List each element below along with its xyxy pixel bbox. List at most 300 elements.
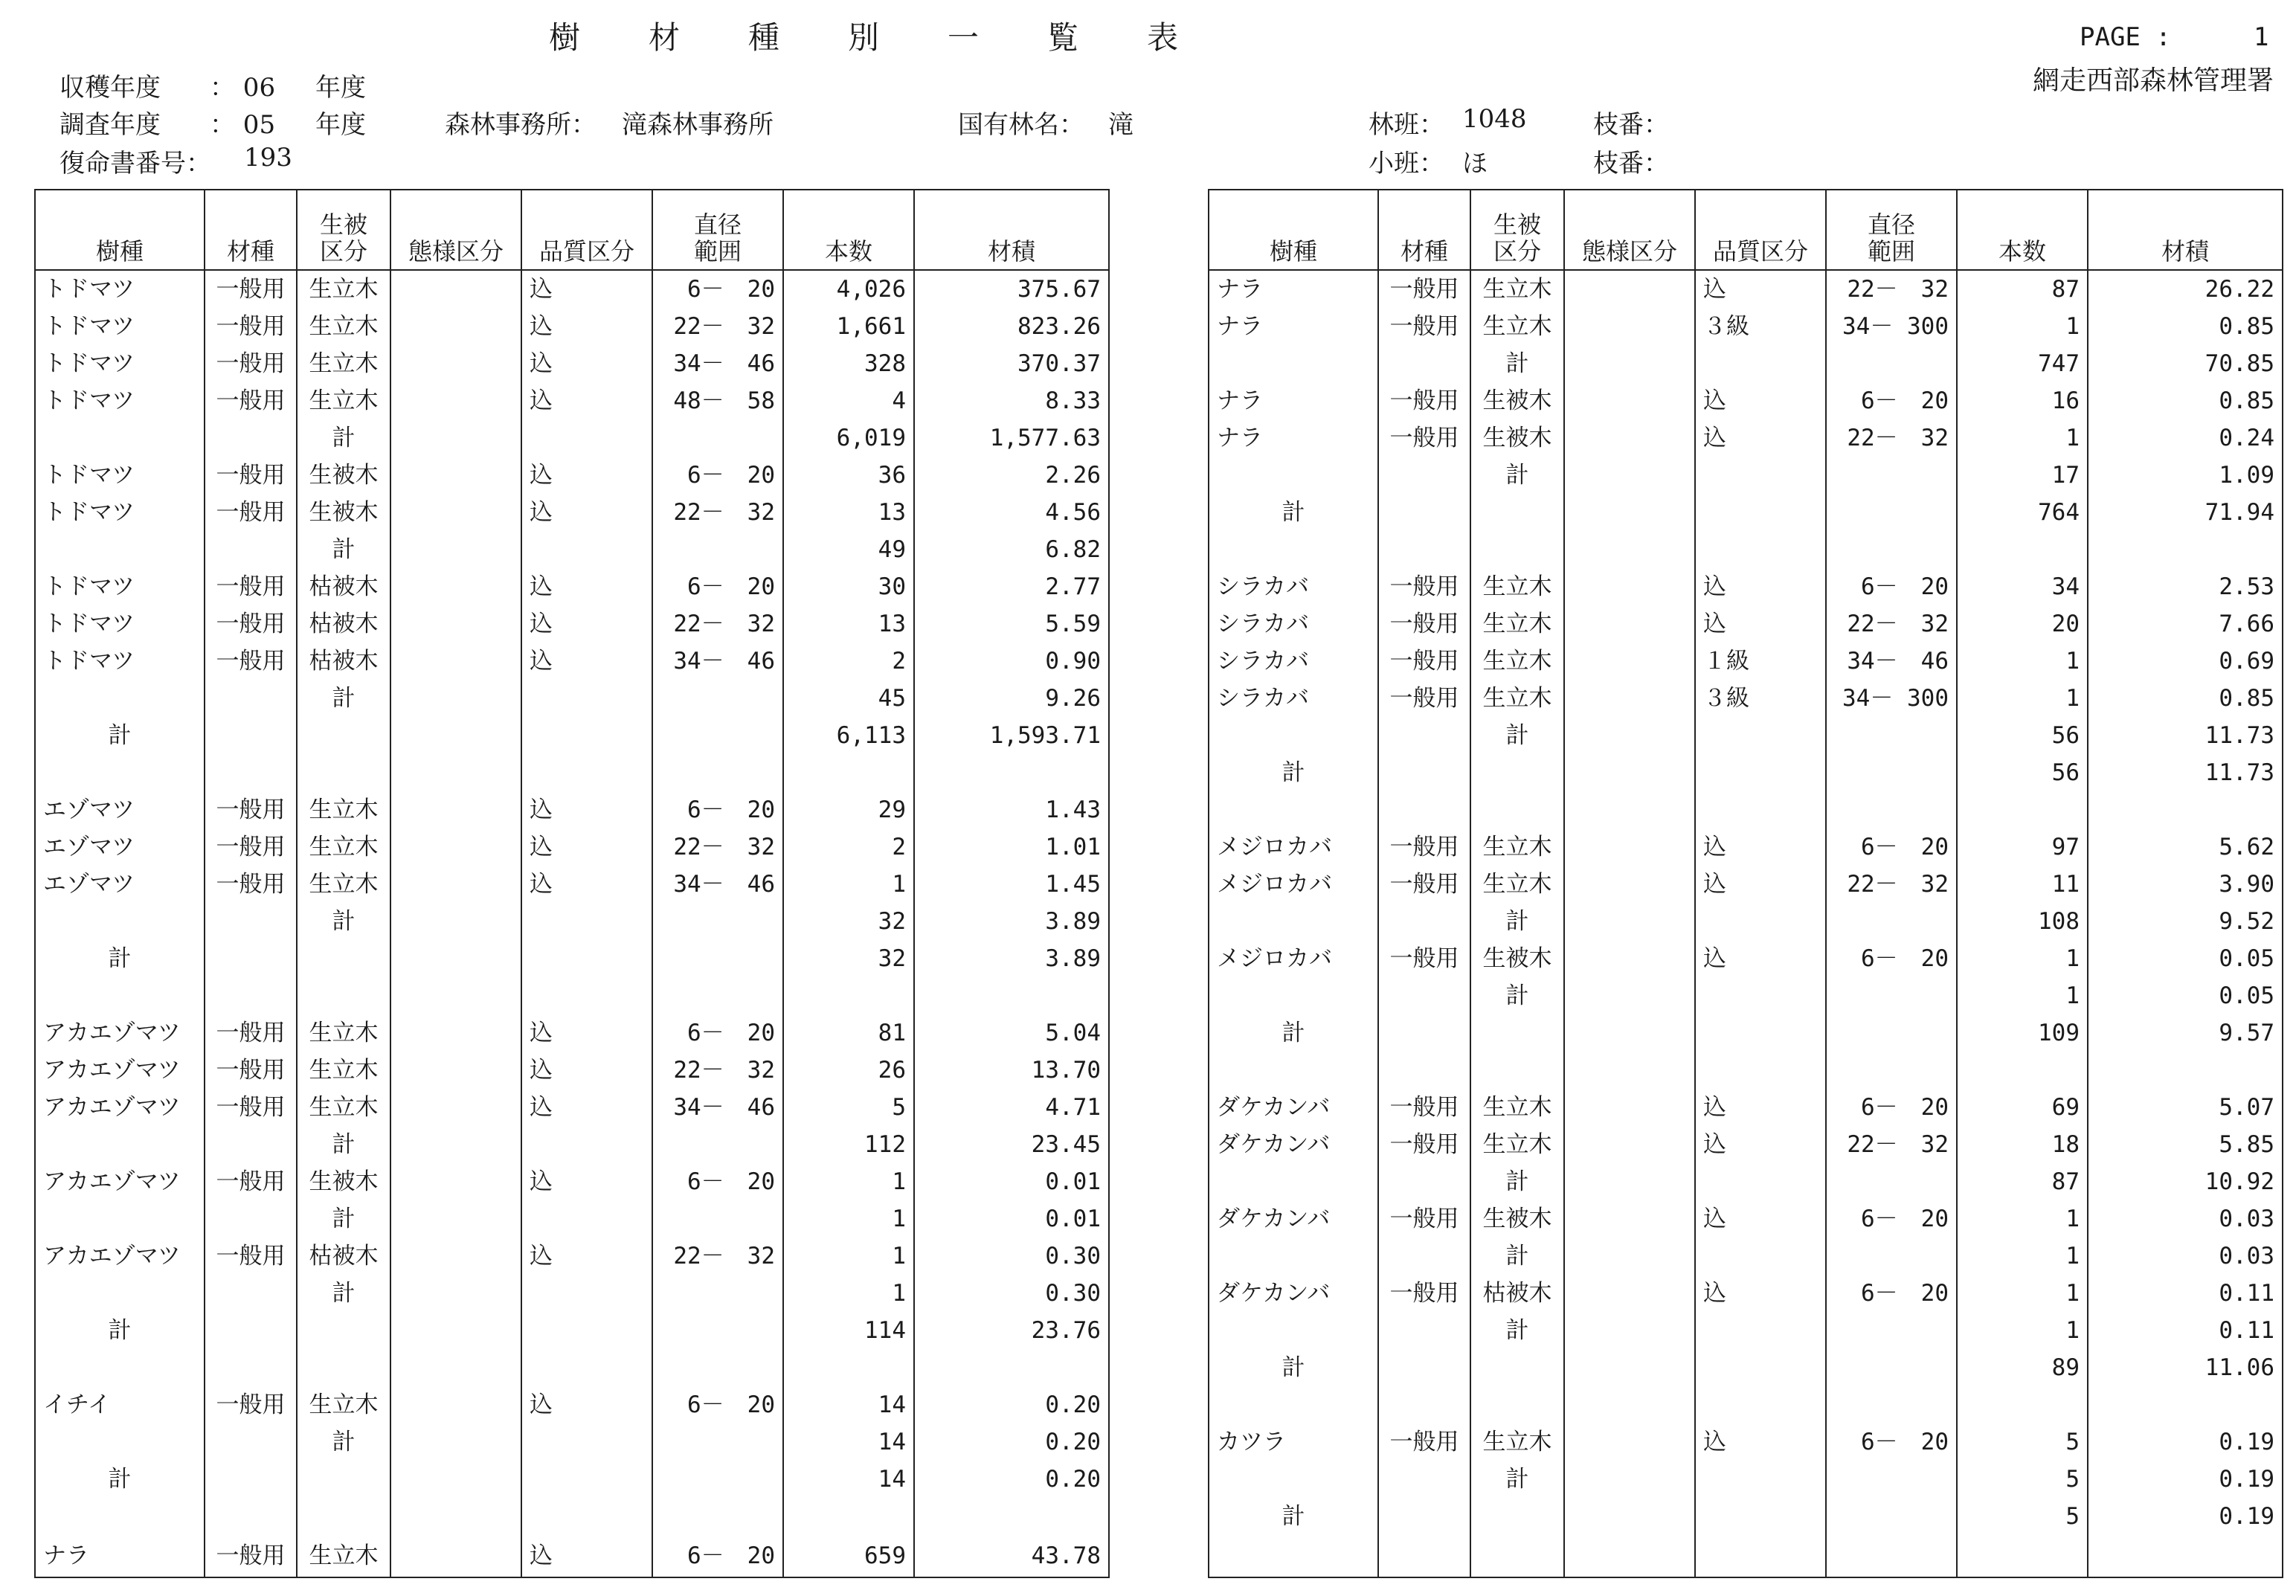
- cell-material: [205, 977, 297, 1014]
- cell-count: 4: [783, 382, 914, 419]
- cell-volume: 0.19: [2088, 1498, 2283, 1535]
- cell-form: [1564, 1312, 1695, 1349]
- cell-quality: [1695, 1461, 1826, 1498]
- cell-form: [390, 977, 521, 1014]
- table-row: [1209, 1275, 2283, 1312]
- cell-cover: 生立木: [1470, 1089, 1564, 1126]
- table-row: [1209, 1461, 2283, 1498]
- table-row: [1209, 1535, 2283, 1577]
- cell-quality: 込: [521, 345, 652, 382]
- cell-volume: [914, 1498, 1109, 1535]
- cell-form: [1564, 270, 1695, 308]
- cell-cover: 生立木: [297, 791, 390, 828]
- cell-volume: 11.73: [2088, 754, 2283, 791]
- cell-cover: 生立木: [297, 1089, 390, 1126]
- cell-volume: 0.19: [2088, 1461, 2283, 1498]
- cell-form: [390, 457, 521, 494]
- header-row: [1209, 190, 2283, 270]
- cell-volume: 823.26: [914, 308, 1109, 345]
- table-row: [1209, 531, 2283, 568]
- cell-form: [390, 382, 521, 419]
- cell-diameter: [652, 1312, 783, 1349]
- shohan-label: 小班：: [1369, 149, 1444, 178]
- cell-species: カツラ: [1209, 1423, 1378, 1461]
- cell-count: 1: [1957, 1312, 2088, 1349]
- cell-cover: 枯被木: [297, 605, 390, 643]
- cell-volume: 23.45: [914, 1126, 1109, 1163]
- cell-count: 1,661: [783, 308, 914, 345]
- cell-quality: 込: [1695, 1275, 1826, 1312]
- cell-form: [1564, 382, 1695, 419]
- cell-diameter: [652, 419, 783, 457]
- cell-diameter: 22－ 32: [652, 1052, 783, 1089]
- cell-cover: [1470, 754, 1564, 791]
- cell-diameter: 22－ 32: [1826, 866, 1957, 903]
- cell-material: [205, 1349, 297, 1386]
- cell-diameter: 22－ 32: [1826, 270, 1957, 308]
- cell-count: 112: [783, 1126, 914, 1163]
- table-row: [1209, 791, 2283, 828]
- cell-diameter: [1826, 754, 1957, 791]
- cell-material: 一般用: [1378, 568, 1470, 605]
- cell-quality: ３級: [1695, 680, 1826, 717]
- table-row: [35, 457, 1109, 494]
- cell-volume: 4.71: [914, 1089, 1109, 1126]
- cell-quality: [1695, 754, 1826, 791]
- cell-quality: 込: [521, 308, 652, 345]
- cell-material: 一般用: [1378, 680, 1470, 717]
- cell-cover: [1470, 1349, 1564, 1386]
- cell-cover: 計: [1470, 1238, 1564, 1275]
- cell-diameter: [1826, 457, 1957, 494]
- cell-species: トドマツ: [35, 345, 205, 382]
- cell-material: [1378, 457, 1470, 494]
- cell-cover: 生立木: [297, 270, 390, 308]
- cell-diameter: 6－ 20: [652, 791, 783, 828]
- cell-cover: 枯被木: [1470, 1275, 1564, 1312]
- cell-species: [35, 754, 205, 791]
- cell-form: [390, 308, 521, 345]
- cell-cover: 生被木: [1470, 382, 1564, 419]
- cell-form: [1564, 1498, 1695, 1535]
- cell-count: 14: [783, 1386, 914, 1423]
- cell-count: [783, 1349, 914, 1386]
- table-row: [1209, 680, 2283, 717]
- cell-material: [205, 1200, 297, 1238]
- cell-form: [390, 1275, 521, 1312]
- cell-material: 一般用: [205, 308, 297, 345]
- cell-form: [390, 643, 521, 680]
- col-diameter: [652, 190, 783, 270]
- table-row: [35, 1163, 1109, 1200]
- cell-form: [390, 791, 521, 828]
- col-form: 態様区分: [390, 190, 521, 270]
- cell-quality: [1695, 531, 1826, 568]
- cell-volume: 13.70: [914, 1052, 1109, 1089]
- cell-quality: [521, 1349, 652, 1386]
- cell-diameter: 6－ 20: [1826, 828, 1957, 866]
- cell-species: [1209, 1386, 1378, 1423]
- cell-cover: [297, 717, 390, 754]
- cell-count: 1: [783, 1163, 914, 1200]
- cell-diameter: 6－ 20: [652, 457, 783, 494]
- cell-form: [390, 1052, 521, 1089]
- cell-diameter: [652, 977, 783, 1014]
- cell-cover: 生被木: [1470, 419, 1564, 457]
- cell-quality: [521, 531, 652, 568]
- cell-material: 一般用: [1378, 1275, 1470, 1312]
- cell-species: ナラ: [1209, 270, 1378, 308]
- cell-species: ダケカンバ: [1209, 1089, 1378, 1126]
- cell-form: [390, 1312, 521, 1349]
- cell-cover: 生立木: [1470, 270, 1564, 308]
- cell-quality: 込: [1695, 568, 1826, 605]
- cell-form: [390, 270, 521, 308]
- cell-volume: [914, 754, 1109, 791]
- cell-volume: 1,593.71: [914, 717, 1109, 754]
- cell-material: [1378, 1386, 1470, 1423]
- cell-species: アカエゾマツ: [35, 1052, 205, 1089]
- cell-material: [205, 940, 297, 977]
- cell-count: [1957, 531, 2088, 568]
- survey-year-unit: 年度: [315, 110, 366, 140]
- cell-quality: 込: [521, 382, 652, 419]
- cell-quality: [1695, 1238, 1826, 1275]
- cell-cover: [297, 977, 390, 1014]
- cell-form: [390, 1163, 521, 1200]
- cell-volume: 9.26: [914, 680, 1109, 717]
- cell-quality: [1695, 903, 1826, 940]
- cell-quality: [1695, 494, 1826, 531]
- table-row: [1209, 457, 2283, 494]
- cell-quality: [521, 1498, 652, 1535]
- cell-material: [205, 680, 297, 717]
- cell-cover: 生立木: [1470, 1423, 1564, 1461]
- cell-material: 一般用: [205, 866, 297, 903]
- cell-volume: 26.22: [2088, 270, 2283, 308]
- col-diameter-top: 直径: [1867, 210, 1915, 239]
- cell-diameter: 34－ 46: [1826, 643, 1957, 680]
- table-row: [35, 1312, 1109, 1349]
- cell-form: [390, 1498, 521, 1535]
- cell-material: [1378, 1014, 1470, 1052]
- cell-form: [390, 1200, 521, 1238]
- cell-diameter: 6－ 20: [652, 1535, 783, 1577]
- cell-species: トドマツ: [35, 605, 205, 643]
- cell-diameter: 34－ 46: [652, 345, 783, 382]
- cell-count: 4,026: [783, 270, 914, 308]
- cell-volume: 43.78: [914, 1535, 1109, 1577]
- col-count: 本数: [1957, 190, 2088, 270]
- cell-count: 20: [1957, 605, 2088, 643]
- cell-cover: 計: [1470, 1312, 1564, 1349]
- cell-diameter: 22－ 32: [652, 494, 783, 531]
- cell-species: [35, 1126, 205, 1163]
- cell-count: 30: [783, 568, 914, 605]
- cell-quality: 込: [521, 643, 652, 680]
- cell-diameter: 6－ 20: [1826, 1200, 1957, 1238]
- cell-volume: 0.90: [914, 643, 1109, 680]
- cell-cover: 生立木: [1470, 1126, 1564, 1163]
- cell-volume: [2088, 1535, 2283, 1577]
- cell-count: [1957, 1386, 2088, 1423]
- cell-material: [205, 1498, 297, 1535]
- cell-volume: 0.24: [2088, 419, 2283, 457]
- table-row: [35, 940, 1109, 977]
- cell-quality: 込: [521, 568, 652, 605]
- table-row: [35, 1461, 1109, 1498]
- cell-species: [35, 903, 205, 940]
- cell-material: 一般用: [1378, 643, 1470, 680]
- cell-cover: [1470, 1052, 1564, 1089]
- cell-volume: 0.11: [2088, 1312, 2283, 1349]
- cell-cover: 生被木: [1470, 940, 1564, 977]
- report-title: [549, 13, 1247, 58]
- cell-form: [1564, 791, 1695, 828]
- cell-quality: [1695, 1014, 1826, 1052]
- col-form: 態様区分: [1564, 190, 1695, 270]
- cell-volume: 0.85: [2088, 680, 2283, 717]
- cell-form: [390, 419, 521, 457]
- cell-species: 計: [35, 717, 205, 754]
- cell-form: [390, 903, 521, 940]
- cell-diameter: [1826, 1349, 1957, 1386]
- cell-volume: 9.57: [2088, 1014, 2283, 1052]
- cell-cover: [297, 1312, 390, 1349]
- cell-diameter: [1826, 1238, 1957, 1275]
- cell-species: トドマツ: [35, 308, 205, 345]
- cell-quality: 込: [521, 1052, 652, 1089]
- cell-quality: [1695, 1163, 1826, 1200]
- cell-material: 一般用: [1378, 1200, 1470, 1238]
- cell-volume: 0.05: [2088, 977, 2283, 1014]
- cell-count: 89: [1957, 1349, 2088, 1386]
- page-label: PAGE :: [2080, 22, 2171, 52]
- cell-count: 764: [1957, 494, 2088, 531]
- cell-species: [35, 680, 205, 717]
- cell-material: 一般用: [205, 828, 297, 866]
- cell-species: [35, 1498, 205, 1535]
- cell-count: 2: [783, 828, 914, 866]
- cell-cover: [1470, 1498, 1564, 1535]
- cell-cover: 生立木: [1470, 643, 1564, 680]
- cell-count: 45: [783, 680, 914, 717]
- cell-species: シラカバ: [1209, 605, 1378, 643]
- cell-count: 1: [783, 1275, 914, 1312]
- cell-species: [35, 1423, 205, 1461]
- cell-cover: 生被木: [297, 494, 390, 531]
- cell-form: [1564, 1535, 1695, 1577]
- table-row: [35, 605, 1109, 643]
- cell-count: 14: [783, 1461, 914, 1498]
- cell-cover: 枯被木: [297, 643, 390, 680]
- cell-volume: 71.94: [2088, 494, 2283, 531]
- cell-count: 6,113: [783, 717, 914, 754]
- cell-diameter: [1826, 1461, 1957, 1498]
- cell-form: [390, 345, 521, 382]
- cell-diameter: [652, 903, 783, 940]
- cell-diameter: 6－ 20: [1826, 1275, 1957, 1312]
- cell-volume: 0.20: [914, 1386, 1109, 1423]
- table-row: [1209, 308, 2283, 345]
- cell-material: 一般用: [205, 1014, 297, 1052]
- cell-volume: 370.37: [914, 345, 1109, 382]
- table-row: [1209, 1163, 2283, 1200]
- cell-cover: [297, 1461, 390, 1498]
- cell-count: 747: [1957, 345, 2088, 382]
- table-row: [1209, 866, 2283, 903]
- table-row: [1209, 1014, 2283, 1052]
- cell-cover: [1470, 531, 1564, 568]
- cell-form: [1564, 419, 1695, 457]
- cell-diameter: [652, 1349, 783, 1386]
- cell-cover: 計: [1470, 977, 1564, 1014]
- cell-count: 5: [1957, 1461, 2088, 1498]
- cell-volume: 0.01: [914, 1163, 1109, 1200]
- cell-volume: 5.85: [2088, 1126, 2283, 1163]
- table-row: [35, 1535, 1109, 1577]
- cell-form: [1564, 1349, 1695, 1386]
- cell-species: [35, 977, 205, 1014]
- cell-count: 69: [1957, 1089, 2088, 1126]
- cell-volume: 7.66: [2088, 605, 2283, 643]
- cell-cover: 計: [297, 1275, 390, 1312]
- cell-volume: 0.85: [2088, 382, 2283, 419]
- cell-species: アカエゾマツ: [35, 1163, 205, 1200]
- cell-form: [1564, 308, 1695, 345]
- cell-quality: [521, 754, 652, 791]
- cell-quality: 込: [521, 605, 652, 643]
- cell-volume: 2.77: [914, 568, 1109, 605]
- cell-diameter: [1826, 977, 1957, 1014]
- cell-quality: [1695, 977, 1826, 1014]
- cell-cover: 計: [297, 1423, 390, 1461]
- cell-material: [1378, 717, 1470, 754]
- table-row: [1209, 940, 2283, 977]
- cell-form: [390, 1238, 521, 1275]
- cell-material: 一般用: [205, 457, 297, 494]
- cell-volume: 11.06: [2088, 1349, 2283, 1386]
- cell-diameter: [1826, 345, 1957, 382]
- cell-volume: 1,577.63: [914, 419, 1109, 457]
- cell-species: アカエゾマツ: [35, 1089, 205, 1126]
- cell-count: 13: [783, 494, 914, 531]
- cell-quality: [1695, 717, 1826, 754]
- table-row: [35, 866, 1109, 903]
- cell-count: 1: [1957, 419, 2088, 457]
- shohan-value: ほ: [1462, 149, 1488, 178]
- cell-diameter: [652, 1423, 783, 1461]
- cell-form: [390, 1349, 521, 1386]
- table-row: [35, 1238, 1109, 1275]
- cell-volume: 23.76: [914, 1312, 1109, 1349]
- cell-count: 18: [1957, 1126, 2088, 1163]
- cell-volume: 8.33: [914, 382, 1109, 419]
- cell-volume: [914, 1349, 1109, 1386]
- cell-species: [1209, 977, 1378, 1014]
- cell-diameter: 6－ 20: [652, 270, 783, 308]
- cell-cover: [1470, 1014, 1564, 1052]
- cell-volume: 0.20: [914, 1423, 1109, 1461]
- cell-diameter: 22－ 32: [652, 605, 783, 643]
- cell-quality: [521, 1461, 652, 1498]
- cell-quality: 込: [521, 866, 652, 903]
- col-volume: 材積: [2088, 190, 2283, 270]
- harvest-year-value: ： 06: [210, 73, 276, 103]
- cell-form: [1564, 568, 1695, 605]
- cell-count: [1957, 791, 2088, 828]
- cell-quality: [1695, 1349, 1826, 1386]
- cell-diameter: [652, 940, 783, 977]
- col-volume: 材積: [914, 190, 1109, 270]
- cell-material: [1378, 977, 1470, 1014]
- cell-count: 659: [783, 1535, 914, 1577]
- cell-quality: [521, 977, 652, 1014]
- table-row: [1209, 1200, 2283, 1238]
- cell-form: [1564, 903, 1695, 940]
- cell-volume: 11.73: [2088, 717, 2283, 754]
- cell-form: [1564, 1089, 1695, 1126]
- cell-diameter: [1826, 1052, 1957, 1089]
- col-diameter-bottom: 範囲: [1867, 237, 1915, 266]
- cell-quality: 込: [1695, 828, 1826, 866]
- table-row: [1209, 1386, 2283, 1423]
- cell-volume: [2088, 1386, 2283, 1423]
- table-row: [35, 828, 1109, 866]
- cell-quality: 込: [1695, 419, 1826, 457]
- cell-volume: 0.19: [2088, 1423, 2283, 1461]
- cell-material: 一般用: [1378, 382, 1470, 419]
- cell-species: トドマツ: [35, 270, 205, 308]
- cell-volume: 10.92: [2088, 1163, 2283, 1200]
- cell-count: 49: [783, 531, 914, 568]
- cell-form: [390, 828, 521, 866]
- cell-species: 計: [35, 940, 205, 977]
- edaban-label: 枝番：: [1593, 110, 1669, 140]
- cell-count: 36: [783, 457, 914, 494]
- cell-count: 109: [1957, 1014, 2088, 1052]
- cell-species: [1209, 1461, 1378, 1498]
- cell-species: エゾマツ: [35, 828, 205, 866]
- cell-species: [35, 419, 205, 457]
- cell-diameter: [652, 680, 783, 717]
- cell-species: 計: [35, 1312, 205, 1349]
- cell-species: [1209, 1238, 1378, 1275]
- cell-species: シラカバ: [1209, 568, 1378, 605]
- cell-cover: 生立木: [1470, 680, 1564, 717]
- cell-material: 一般用: [205, 1052, 297, 1089]
- cell-cover: [297, 1349, 390, 1386]
- cell-form: [1564, 1200, 1695, 1238]
- cell-count: 26: [783, 1052, 914, 1089]
- cell-cover: [297, 1498, 390, 1535]
- cell-cover: 計: [1470, 345, 1564, 382]
- cell-cover: 枯被木: [297, 1238, 390, 1275]
- cell-diameter: 6－ 20: [1826, 568, 1957, 605]
- table-row: [35, 754, 1109, 791]
- cell-material: [1378, 1535, 1470, 1577]
- cell-count: 81: [783, 1014, 914, 1052]
- cell-quality: 込: [521, 828, 652, 866]
- cell-volume: 1.45: [914, 866, 1109, 903]
- table-row: [1209, 494, 2283, 531]
- cell-volume: 375.67: [914, 270, 1109, 308]
- cell-cover: 生立木: [297, 345, 390, 382]
- table-row: [35, 382, 1109, 419]
- table-row: [1209, 1089, 2283, 1126]
- cell-form: [1564, 717, 1695, 754]
- cell-volume: 1.01: [914, 828, 1109, 866]
